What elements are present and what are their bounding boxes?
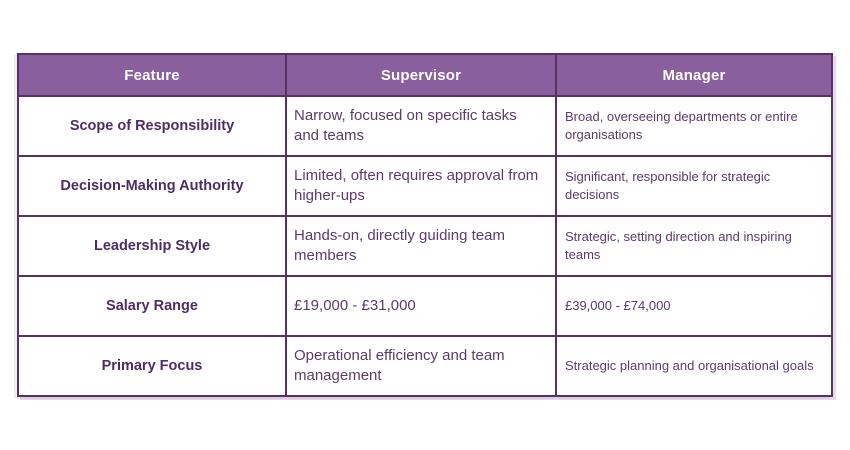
supervisor-cell bbox=[285, 277, 555, 335]
feature-label: Leadership Style bbox=[93, 238, 211, 254]
manager-cell bbox=[555, 157, 831, 215]
feature-label: Primary Focus bbox=[101, 358, 203, 374]
feature-label: Decision-Making Authority bbox=[60, 178, 244, 194]
header-cell-feature bbox=[19, 55, 285, 95]
header-label-feature: Feature bbox=[124, 66, 180, 84]
table-row bbox=[19, 275, 831, 335]
manager-cell bbox=[555, 277, 831, 335]
table-row bbox=[19, 215, 831, 275]
manager-cell bbox=[555, 97, 831, 155]
table-row bbox=[19, 335, 831, 395]
supervisor-value: £19,000 - £31,000 bbox=[294, 297, 416, 314]
supervisor-cell bbox=[285, 97, 555, 155]
feature-cell bbox=[19, 337, 285, 395]
feature-cell bbox=[19, 157, 285, 215]
supervisor-value: Narrow, focused on specific tasks and teams bbox=[294, 107, 517, 144]
supervisor-value: Hands-on, directly guiding team members bbox=[294, 227, 505, 264]
feature-label: Scope of Responsibility bbox=[69, 118, 235, 134]
feature-cell bbox=[19, 217, 285, 275]
manager-cell bbox=[555, 217, 831, 275]
comparison-table bbox=[17, 53, 833, 397]
supervisor-cell bbox=[285, 157, 555, 215]
feature-cell bbox=[19, 277, 285, 335]
header-cell-supervisor bbox=[285, 55, 555, 95]
supervisor-value: Limited, often requires approval from higher-ups bbox=[294, 167, 539, 204]
manager-value: £39,000 - £74,000 bbox=[565, 298, 671, 313]
header-label-supervisor: Supervisor bbox=[380, 66, 462, 84]
supervisor-value: Operational efficiency and team management bbox=[294, 347, 505, 384]
manager-value: Significant, responsible for strategic decisions bbox=[565, 169, 771, 202]
supervisor-cell bbox=[285, 217, 555, 275]
manager-value: Strategic, setting direction and inspiring teams bbox=[565, 229, 792, 262]
feature-label: Salary Range bbox=[106, 298, 198, 314]
feature-cell bbox=[19, 97, 285, 155]
manager-cell bbox=[555, 337, 831, 395]
table-row bbox=[19, 95, 831, 155]
table-row bbox=[19, 155, 831, 215]
manager-value: Broad, overseeing departments or entire organisations bbox=[565, 109, 798, 142]
header-label-manager: Manager bbox=[662, 66, 726, 84]
header-cell-manager bbox=[555, 55, 831, 95]
table-header-row bbox=[19, 55, 831, 95]
supervisor-cell bbox=[285, 337, 555, 395]
manager-value: Strategic planning and organisational goals bbox=[565, 358, 814, 373]
